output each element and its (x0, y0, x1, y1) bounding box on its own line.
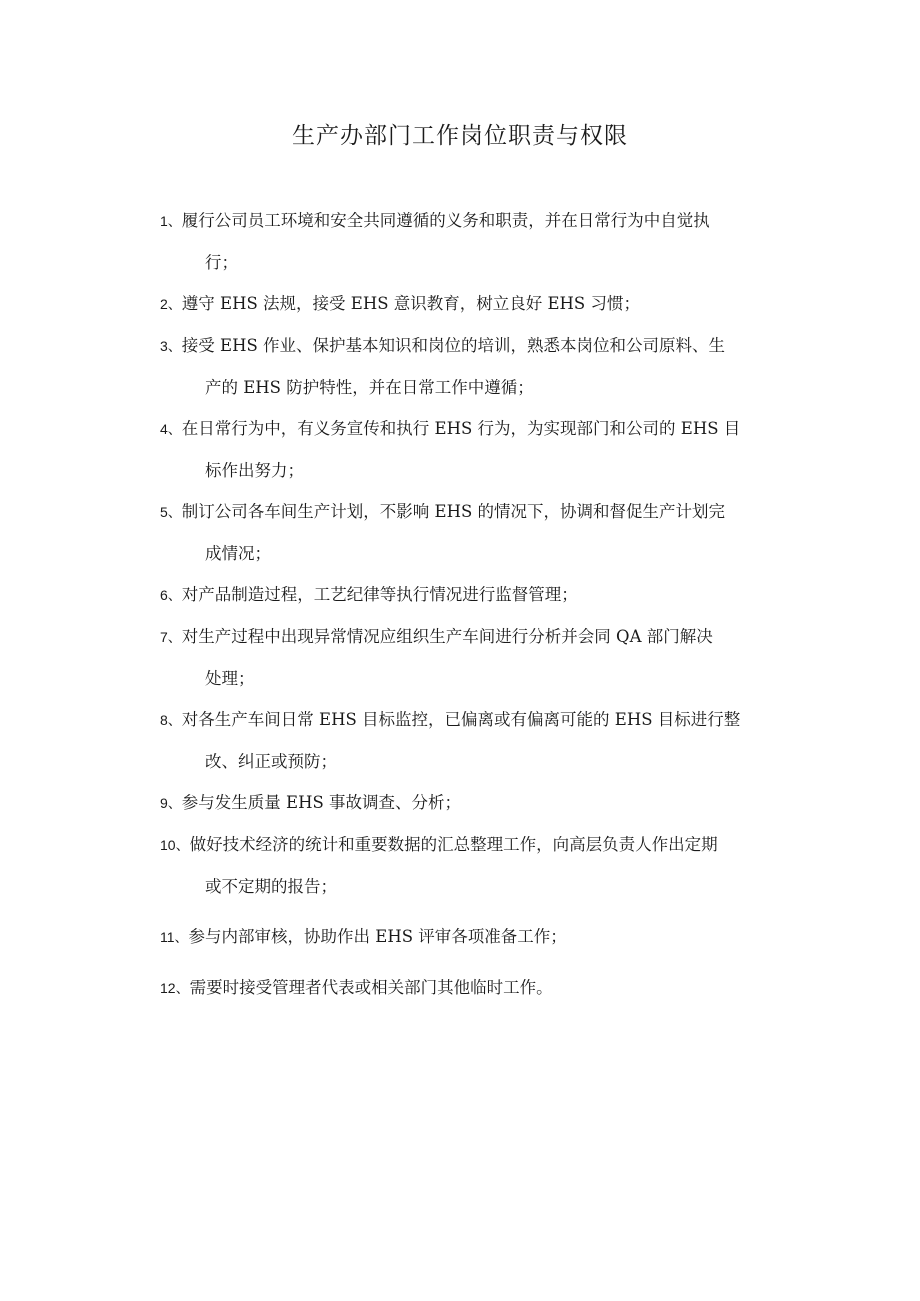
item-number: 8、 (160, 712, 182, 728)
item-text: 做好技术经济的统计和重要数据的汇总整理工作，向高层负责人作出定期 (189, 835, 718, 854)
item-number: 3、 (160, 338, 182, 354)
item-number: 10、 (160, 837, 190, 853)
item-text-continued: 行； (205, 253, 238, 272)
list-item (160, 200, 800, 283)
list-item (160, 616, 800, 699)
list-item (160, 782, 800, 824)
item-text: 参与内部审核，协助作出 EHS 评审各项准备工作； (188, 927, 567, 946)
list-item (160, 408, 800, 491)
list-item (160, 824, 800, 907)
item-text: 对生产过程中出现异常情况应组织生产车间进行分析并会同 QA 部门解决 (181, 627, 713, 646)
item-number: 9、 (160, 795, 182, 811)
list-item (160, 916, 800, 958)
duties-list (160, 200, 800, 1009)
list-item (160, 283, 800, 325)
list-item (160, 325, 800, 408)
list-item (160, 574, 800, 616)
item-number: 4、 (160, 421, 182, 437)
item-text-continued: 成情况； (205, 544, 271, 563)
item-text: 需要时接受管理者代表或相关部门其他临时工作。 (189, 978, 553, 997)
item-text: 接受 EHS 作业、保护基本知识和岗位的培训，熟悉本岗位和公司原料、生 (181, 336, 726, 355)
item-number: 7、 (160, 629, 182, 645)
item-text: 对产品制造过程，工艺纪律等执行情况进行监督管理； (181, 585, 578, 604)
item-number: 1、 (160, 213, 182, 229)
list-item (160, 967, 800, 1009)
item-number: 2、 (160, 296, 182, 312)
item-text-continued: 改、纠正或预防； (205, 752, 337, 771)
item-text: 履行公司员工环境和安全共同遵循的义务和职责，并在日常行为中自觉执 (181, 211, 710, 230)
item-text-continued: 处理； (205, 669, 255, 688)
item-number: 11、 (160, 929, 189, 945)
item-text-continued: 标作出努力； (205, 461, 304, 480)
item-number: 12、 (160, 980, 190, 996)
item-text: 参与发生质量 EHS 事故调查、分析； (181, 793, 462, 812)
item-number: 6、 (160, 587, 182, 603)
list-item (160, 699, 800, 782)
item-text: 对各生产车间日常 EHS 目标监控，已偏离或有偏离可能的 EHS 目标进行整 (181, 710, 741, 729)
item-number: 5、 (160, 504, 182, 520)
list-item (160, 491, 800, 574)
item-text: 制订公司各车间生产计划，不影响 EHS 的情况下，协调和督促生产计划完 (181, 502, 726, 521)
page-title: 生产办部门工作岗位职责与权限 (292, 123, 628, 149)
item-text: 遵守 EHS 法规，接受 EHS 意识教育，树立良好 EHS 习惯； (181, 294, 640, 313)
item-text: 在日常行为中，有义务宣传和执行 EHS 行为，为实现部门和公司的 EHS 目 (181, 419, 741, 438)
item-text-continued: 或不定期的报告； (205, 877, 337, 896)
item-text-continued: 产的 EHS 防护特性，并在日常工作中遵循； (205, 378, 534, 397)
